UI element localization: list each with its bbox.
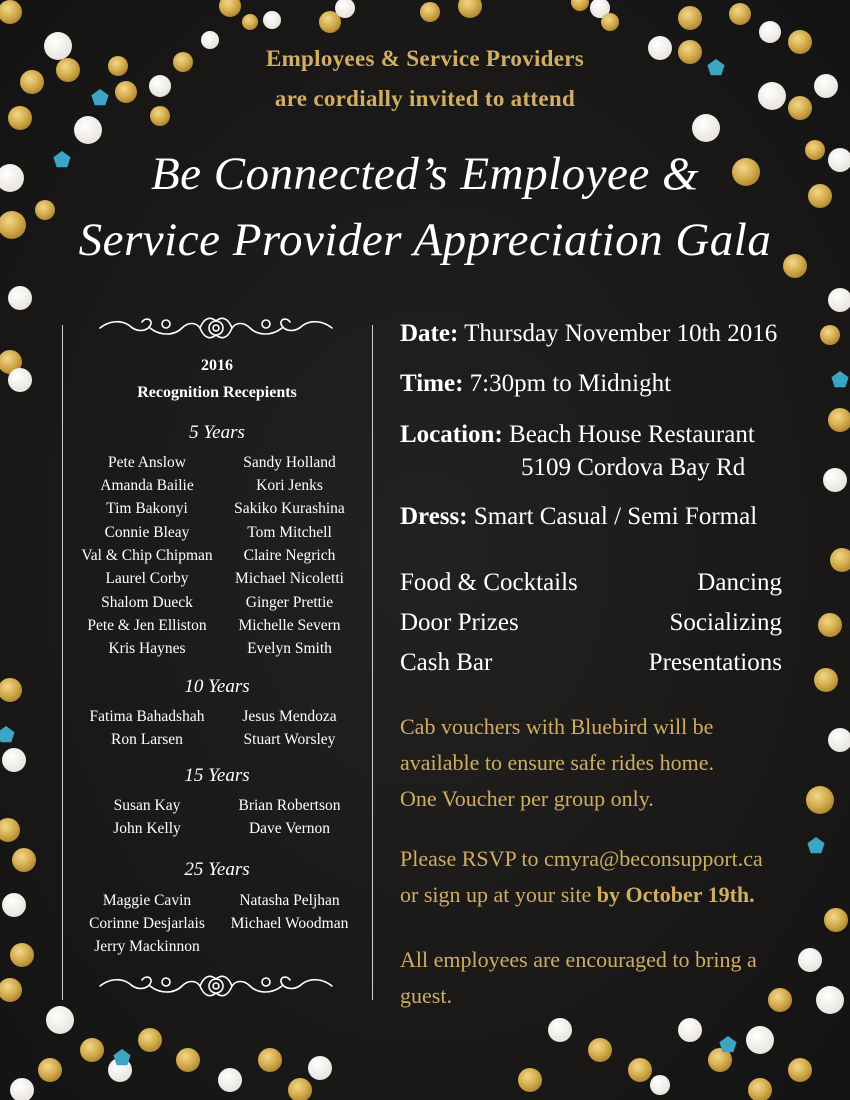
recipient-name: Sakiko Kurashina <box>234 500 345 517</box>
confetti-dot <box>678 6 702 30</box>
recipient-name: Ginger Prettie <box>245 594 334 611</box>
confetti-dot <box>319 11 341 33</box>
time-label: Time: <box>400 370 464 397</box>
confetti-dot <box>218 1068 242 1092</box>
confetti-dot <box>219 0 241 17</box>
recipient-name: Connie Bleay <box>104 524 190 541</box>
confetti-dot <box>10 943 34 967</box>
confetti-dot <box>748 1078 772 1100</box>
confetti-dot <box>571 0 589 11</box>
confetti-dot <box>820 325 840 345</box>
confetti-dot <box>420 2 440 22</box>
recipient-name: Jerry Mackinnon <box>94 938 200 955</box>
confetti-dot <box>46 1006 74 1034</box>
recipient-name: Susan Kay <box>113 797 181 814</box>
recipient-name: Ron Larsen <box>111 731 183 748</box>
activity-item: Socializing <box>669 609 782 636</box>
recipient-name: Michael Nicoletti <box>235 570 344 587</box>
ornament-flourish-top <box>96 310 336 346</box>
recipient-name: Dave Vernon <box>248 820 331 837</box>
confetti-dot <box>2 893 26 917</box>
rsvp-note <box>400 841 830 913</box>
confetti-dot <box>335 0 355 18</box>
rsvp-deadline: by October 19th. <box>596 882 755 907</box>
confetti-dot <box>458 0 482 18</box>
recipient-name: Tom Mitchell <box>247 524 332 541</box>
activity-item: Food & Cocktails <box>400 569 578 596</box>
cab-note-line-3: One Voucher per group only. <box>400 786 654 811</box>
dress-label: Dress: <box>400 503 468 530</box>
recipient-name: Kris Haynes <box>108 640 186 657</box>
confetti-pentagon <box>113 1049 130 1065</box>
recipient-name: Brian Robertson <box>238 797 341 814</box>
confetti-dot <box>830 548 850 572</box>
recipient-name: Tim Bakonyi <box>106 500 188 517</box>
right-divider-line <box>372 325 373 1000</box>
recipient-name: Laurel Corby <box>105 570 189 587</box>
confetti-pentagon <box>719 1036 736 1052</box>
gala-title-line-1: Be Connected’s Employee & <box>150 148 700 200</box>
invite-line-1: Employees & Service Providers <box>265 46 585 71</box>
confetti-dot <box>828 408 850 432</box>
confetti-dot <box>729 3 751 25</box>
activity-item: Presentations <box>648 649 782 676</box>
confetti-dot <box>0 350 22 374</box>
confetti-dot <box>828 288 850 312</box>
location-row <box>400 421 755 449</box>
gala-title-line-2: Service Provider Appreciation Gala <box>78 214 772 266</box>
recipient-name: John Kelly <box>113 820 181 837</box>
confetti-dot <box>0 0 22 24</box>
confetti-dot <box>0 818 20 842</box>
confetti-dot <box>788 1058 812 1082</box>
rsvp-line-2 <box>400 877 830 913</box>
date-row <box>400 320 777 348</box>
confetti-dot <box>518 1068 542 1092</box>
cab-voucher-note <box>400 709 830 817</box>
recipient-name: Natasha Peljhan <box>239 892 340 909</box>
confetti-dot <box>548 1018 572 1042</box>
activity-item: Door Prizes <box>400 609 519 636</box>
recipient-name: Maggie Cavin <box>102 892 192 909</box>
group-title-10-years: 10 Years <box>184 676 250 697</box>
recipient-name: Shalom Dueck <box>101 594 193 611</box>
recipient-name: Pete & Jen Elliston <box>87 617 207 634</box>
time-row <box>400 370 671 398</box>
recipient-name: Pete Anslow <box>108 454 186 471</box>
dress-row <box>400 503 757 531</box>
recipient-name: Corinne Desjarlais <box>89 915 205 932</box>
confetti-dot <box>138 1028 162 1052</box>
confetti-dot <box>678 1018 702 1042</box>
confetti-dot <box>38 1058 62 1082</box>
activity-item: Dancing <box>697 569 782 596</box>
recipient-name: Jesus Mendoza <box>242 708 337 725</box>
confetti-dot <box>588 1038 612 1062</box>
confetti-dot <box>263 11 281 29</box>
confetti-dot <box>308 1056 332 1080</box>
confetti-dot <box>80 1038 104 1062</box>
recipient-name: Amanda Bailie <box>100 477 194 494</box>
confetti-dot <box>814 668 838 692</box>
guest-line-1: All employees are encouraged to bring a <box>400 947 757 972</box>
confetti-pentagon <box>831 371 848 387</box>
activity-item: Cash Bar <box>400 649 493 676</box>
date-label: Date: <box>400 320 459 347</box>
recipient-name: Kori Jenks <box>256 477 323 494</box>
invite-line-2: are cordially invited to attend <box>274 86 576 111</box>
location-venue: Beach House Restaurant <box>509 421 755 448</box>
confetti-dot <box>12 848 36 872</box>
location-label: Location: <box>400 421 503 448</box>
recognition-year: 2016 <box>201 357 233 374</box>
confetti-dot <box>8 368 32 392</box>
confetti-dot <box>8 286 32 310</box>
confetti-dot <box>650 1075 670 1095</box>
recipient-name: Evelyn Smith <box>247 640 332 657</box>
confetti-dot <box>628 1058 652 1082</box>
guest-note <box>400 942 830 1014</box>
confetti-dot <box>108 1058 132 1082</box>
confetti-dot <box>74 116 102 144</box>
confetti-dot <box>10 1078 34 1100</box>
confetti-dot <box>0 978 22 1002</box>
group-title-15-years: 15 Years <box>184 765 250 786</box>
confetti-pentagon <box>0 726 15 742</box>
dress-value: Smart Casual / Semi Formal <box>473 503 758 530</box>
confetti-dot <box>692 114 720 142</box>
confetti-dot <box>590 0 610 18</box>
ornament-flourish-bottom <box>96 968 336 1004</box>
rsvp-line-1: Please RSVP to cmyra@beconsupport.ca <box>400 846 763 871</box>
confetti-dot <box>2 748 26 772</box>
confetti-dot <box>258 1048 282 1072</box>
location-address: 5109 Cordova Bay Rd <box>521 454 746 481</box>
recipient-name: Val & Chip Chipman <box>81 547 213 564</box>
confetti-dot <box>823 468 847 492</box>
confetti-dot <box>746 1026 774 1054</box>
guest-line-2: guest. <box>400 983 452 1008</box>
confetti-dot <box>708 1048 732 1072</box>
confetti-dot <box>828 728 850 752</box>
group-title-25-years: 25 Years <box>184 859 250 880</box>
confetti-dot <box>288 1078 312 1100</box>
rsvp-line-2-text: or sign up at your site <box>400 882 597 907</box>
recipient-name: Stuart Worsley <box>243 731 336 748</box>
time-value: 7:30pm to Midnight <box>469 370 672 397</box>
recognition-heading: Recognition Recepients <box>137 384 297 401</box>
confetti-dot <box>818 613 842 637</box>
cab-note-line-1: Cab vouchers with Bluebird will be <box>400 714 714 739</box>
confetti-dot <box>0 678 22 702</box>
recipient-name: Michael Woodman <box>230 915 349 932</box>
date-value: Thursday November 10th 2016 <box>464 320 778 347</box>
confetti-dot <box>601 13 619 31</box>
recipient-name: Michelle Severn <box>238 617 341 634</box>
cab-note-line-2: available to ensure safe rides home. <box>400 750 714 775</box>
recipient-name: Fatima Bahadshah <box>89 708 205 725</box>
confetti-dot <box>242 14 258 30</box>
group-title-5-years: 5 Years <box>189 422 245 443</box>
confetti-dot <box>176 1048 200 1072</box>
recipient-name: Sandy Holland <box>243 454 336 471</box>
confetti-dot <box>759 21 781 43</box>
recipient-name: Claire Negrich <box>243 547 336 564</box>
